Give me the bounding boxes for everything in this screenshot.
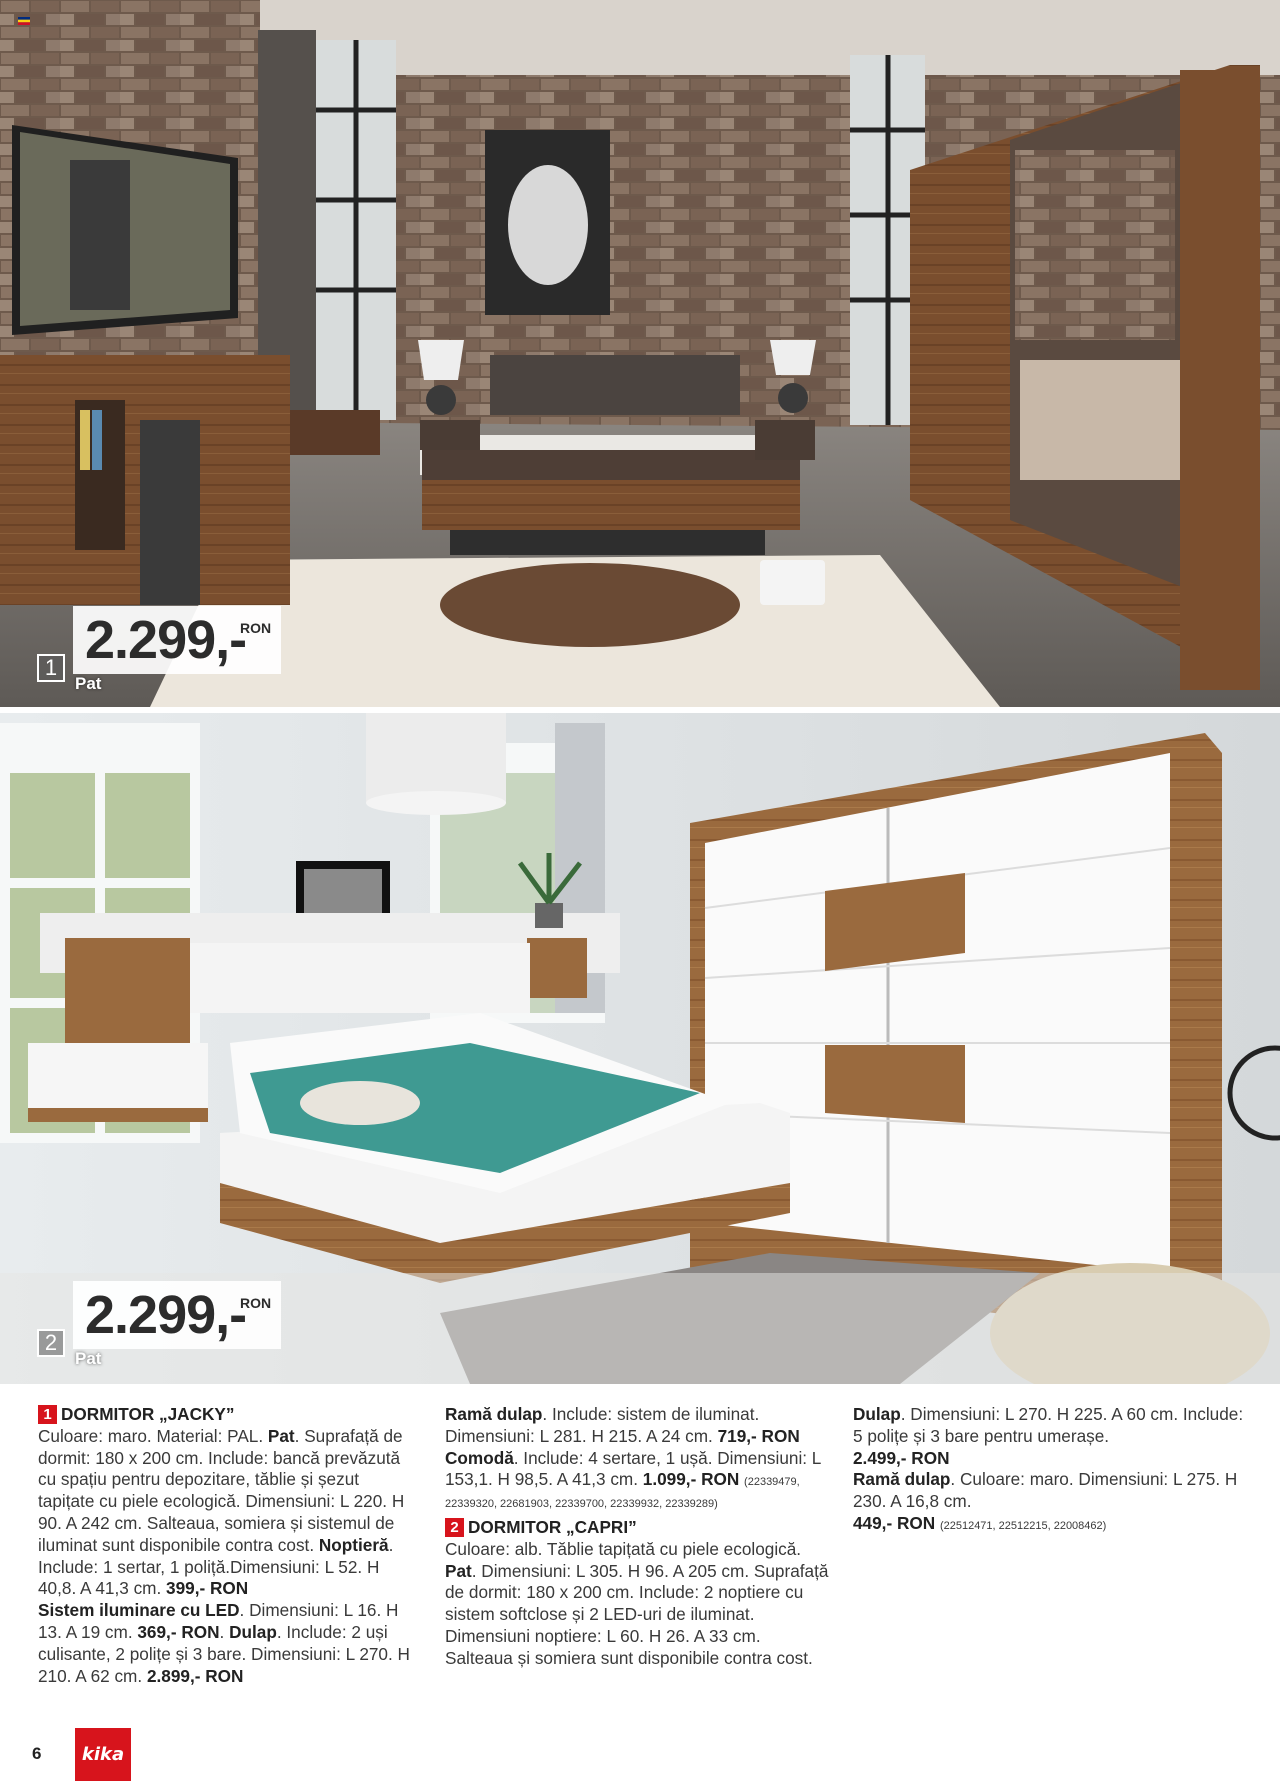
product-codes-2: (22512471, 22512215, 22008462) (939, 1519, 1107, 1532)
price-label-2: Pat (75, 1349, 102, 1368)
description-column-3 (853, 1404, 1253, 1535)
desc-text: Culoare: alb. Tăblie tapițată cu piele ecologică. (445, 1538, 802, 1559)
desc-price: 2.899,- RON (146, 1665, 244, 1686)
desc-bold: Ramă dulap (853, 1469, 951, 1490)
desc-text: . Dimensiuni: L 16. H 13. A 19 cm. (38, 1600, 399, 1642)
desc-price: 1.099,- RON (642, 1469, 740, 1490)
product-codes-1: (22339479, 22339320, 22681903, 22339700, 22339932, 22339289) (445, 1476, 800, 1511)
heading-index-2: 2 (445, 1518, 464, 1537)
description-column-1: 1 DORMITOR „JACKY” Culoare: maro. Material: PAL. Pat. Suprafață de dormit: 180 x 200 cm. Include: bancă prevăzută cu spațiu pentru depozitare, tăblie și șezut tapițate cu piele ecologică. Dimensiuni: L 220. H 90. A 242 cm. Salteaua, somiera și sistemul de iluminat sunt disponibile contra cost. Noptieră. Include: 1 sertar, 1 poliță.Dimensiuni: L 52. H 40,8. A 41,3 cm. 399,- RON Sistem iluminare cu LED. Dimensiuni: L 16. H 13. A 19 cm. 369,- RON. Dulap. Include: 2 uși culisante, 2 polițe și 3 bare. Dimensiuni: L 270. H 210. A 62 cm. 2.899,- RON (38, 1404, 416, 1687)
description-column-2 (445, 1404, 830, 1670)
desc-text: . Dimensiuni: L 305. H 96. A 205 cm. Suprafață de dormit: 180 x 200 cm. Include: 2 noptiere cu sistem softclose și 2 LED-uri de iluminat. Dimensiuni noptiere: L 60. H 26. A 33 cm. Salteaua și somiera sunt disponibile contra cost. (445, 1560, 829, 1668)
page-number: 6 (32, 1744, 42, 1763)
flag-icon (18, 17, 30, 25)
price-currency-2: RON (240, 1295, 272, 1311)
product-title-1: DORMITOR „JACKY” (61, 1404, 235, 1424)
desc-bold: Pat (445, 1560, 472, 1581)
product-index-1: 1 (37, 654, 65, 682)
desc-bold: Ramă dulap (445, 1404, 543, 1424)
price-value-1: 2.299,- (85, 610, 247, 670)
desc-bold: Dulap (229, 1621, 277, 1642)
price-label-1: Pat (75, 674, 102, 693)
desc-price: 2.499,- RON (853, 1447, 950, 1468)
product-title-2: DORMITOR „CAPRI” (468, 1516, 637, 1537)
price-tag-1 (37, 606, 281, 698)
heading-index-1: 1 (38, 1405, 57, 1424)
desc-price: 369,- RON (137, 1621, 220, 1642)
desc-text: . Include: 1 sertar, 1 poliță.Dimensiuni: L 52. H 40,8. A 41,3 cm. (38, 1534, 394, 1599)
price-tag-2 (37, 1281, 281, 1373)
price-value-2: 2.299,- (85, 1285, 247, 1345)
kika-logo: kika (75, 1728, 131, 1781)
desc-text: . Culoare: maro. Dimensiuni: L 275. H 230. A 16,8 cm. (853, 1469, 1238, 1512)
desc-price: 399,- RON (166, 1578, 249, 1599)
desc-bold: Comodă (445, 1447, 514, 1468)
desc-text: . Include: 2 uși culisante, 2 polițe și 3 bare. Dimensiuni: L 270. H 210. A 62 cm. (38, 1621, 410, 1686)
desc-bold: Pat (267, 1425, 295, 1446)
desc-bold: Sistem iluminare cu LED (38, 1600, 240, 1621)
desc-text: . Include: 4 sertare, 1 ușă. Dimensiuni: L 153,1. H 98,5. A 41,3 cm. (445, 1447, 821, 1490)
desc-text: Culoare: maro. Material: PAL. (38, 1425, 268, 1446)
desc-bold: Noptieră (318, 1534, 389, 1555)
desc-text: . Suprafață de dormit: 180 x 200 cm. Include: bancă prevăzută cu spațiu pentru depozitare, tăblie și șezut tapițate cu piele ecologică. Dimensiuni: L 220. H 90. A 242 cm. Salteaua, somiera și sistemul de iluminat sunt disponibile contra cost. (38, 1425, 405, 1555)
desc-price: 449,- RON (853, 1512, 936, 1533)
desc-bold: Dulap (853, 1404, 901, 1424)
product-heading-2 (445, 1517, 830, 1539)
desc-text: . Include: sistem de iluminat. Dimensiuni: L 281. H 215. A 24 cm. (445, 1404, 760, 1446)
product-heading-1 (38, 1404, 416, 1426)
price-currency-1: RON (240, 620, 272, 636)
product-index-2: 2 (37, 1329, 65, 1357)
desc-text: . Dimensiuni: L 270. H 225. A 60 cm. Include: 5 polițe și 3 bare pentru umerașe. (853, 1404, 1244, 1446)
desc-price: 719,- RON (717, 1425, 800, 1446)
jacky-bedroom-photo (0, 0, 1280, 707)
